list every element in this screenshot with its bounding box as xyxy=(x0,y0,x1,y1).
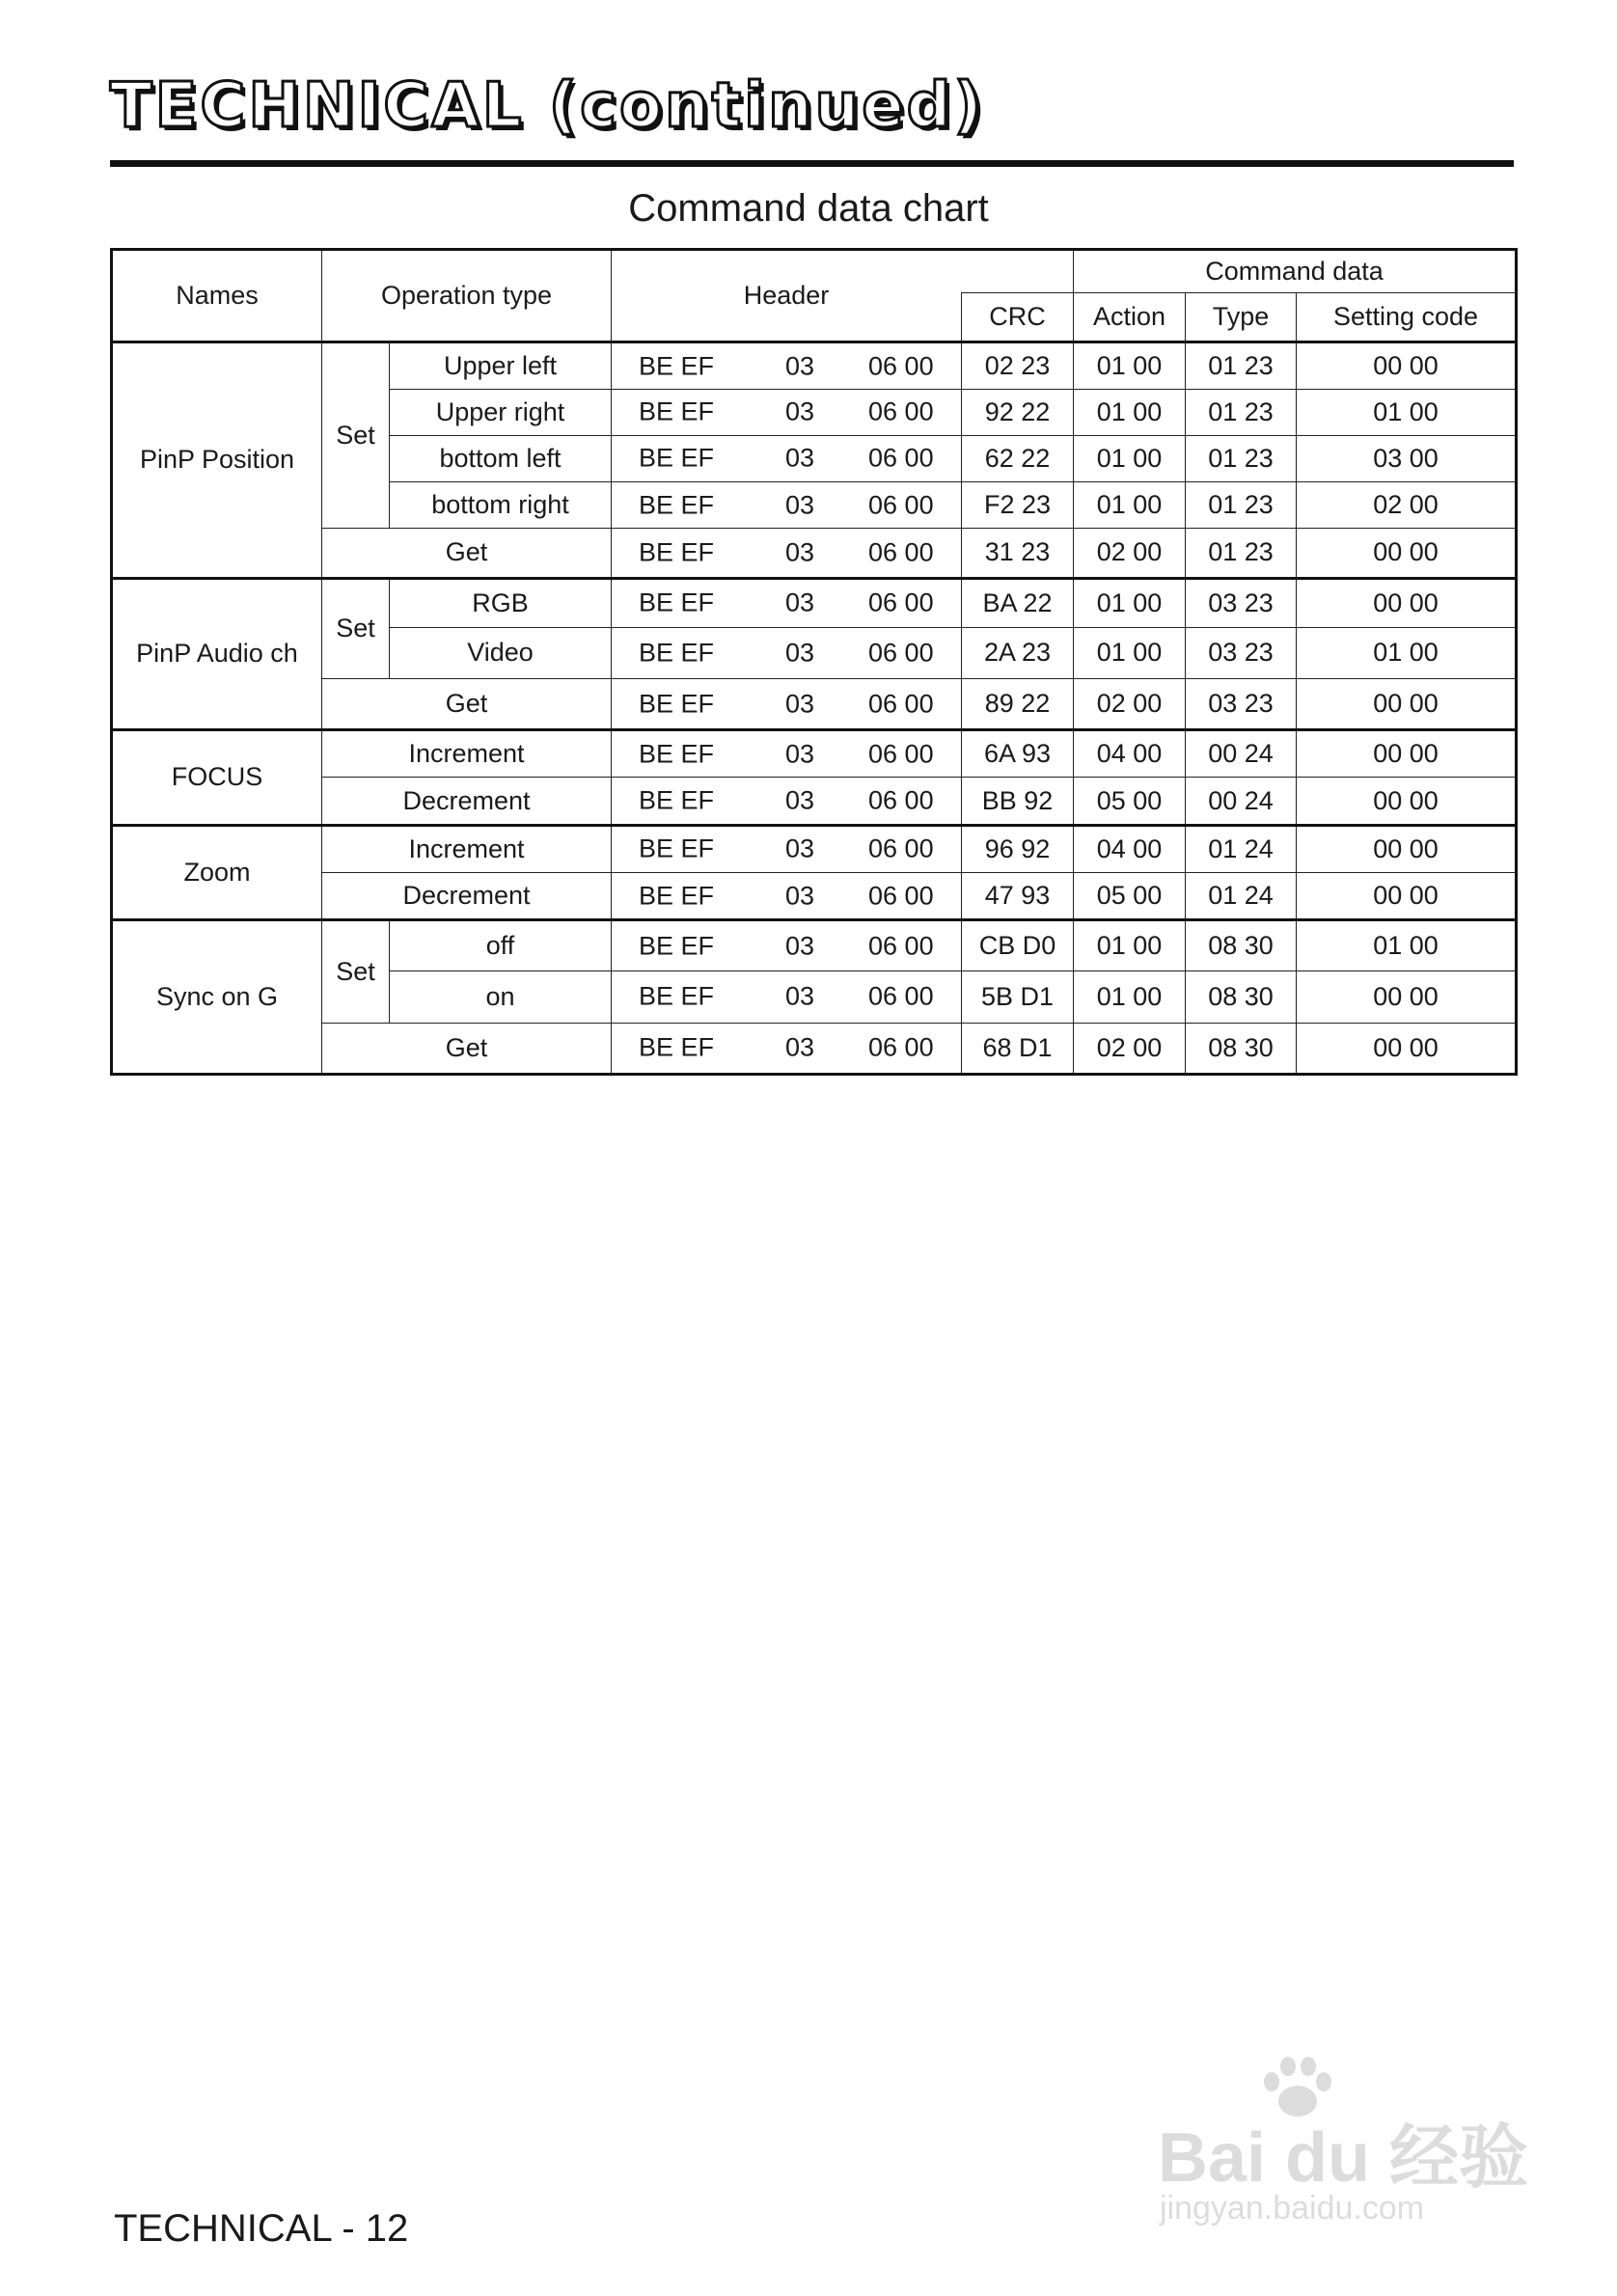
action-cell: 04 00 xyxy=(1074,730,1186,778)
header-cell: BE EF 03 06 00 xyxy=(612,920,962,971)
crc-cell: 96 92 xyxy=(962,825,1074,872)
operation-cell: Upper left xyxy=(390,342,612,389)
operation-cell: bottom left xyxy=(390,435,612,481)
action-cell: 01 00 xyxy=(1074,920,1186,971)
row-name: PinP Audio ch xyxy=(112,578,322,730)
watermark-brand: Bai du 经验 xyxy=(1158,2119,1529,2197)
table-row xyxy=(112,578,1517,627)
header-cell: BE EF 03 06 00 xyxy=(612,389,962,435)
operation-cell: off xyxy=(390,920,612,971)
header-cell: BE EF 03 06 00 xyxy=(612,872,962,919)
table-row xyxy=(112,342,1517,389)
setting-cell: 00 00 xyxy=(1297,342,1517,389)
setting-cell: 00 00 xyxy=(1297,578,1517,627)
setting-cell: 00 00 xyxy=(1297,730,1517,778)
header-cell: BE EF 03 06 00 xyxy=(612,730,962,778)
header-cell: BE EF 03 06 00 xyxy=(612,627,962,678)
baidu-watermark xyxy=(1148,2055,1534,2238)
type-cell: 01 23 xyxy=(1186,435,1297,481)
header-cell: BE EF 03 06 00 xyxy=(612,1023,962,1074)
crc-cell: 02 23 xyxy=(962,342,1074,389)
table-row xyxy=(112,778,1517,825)
table-row xyxy=(112,920,1517,971)
crc-cell: BB 92 xyxy=(962,778,1074,825)
operation-cell: Decrement xyxy=(322,872,612,919)
crc-header: CRC xyxy=(962,293,1074,342)
setting-cell: 02 00 xyxy=(1297,482,1517,529)
table-row xyxy=(112,1023,1517,1074)
header-cell: BE EF 03 06 00 xyxy=(612,679,962,730)
table-row xyxy=(112,730,1517,778)
setting-cell: 00 00 xyxy=(1297,825,1517,872)
operation-cell: Get xyxy=(322,1023,612,1074)
action-cell: 02 00 xyxy=(1074,679,1186,730)
type-cell: 01 23 xyxy=(1186,482,1297,529)
type-cell: 00 24 xyxy=(1186,778,1297,825)
action-cell: 05 00 xyxy=(1074,778,1186,825)
type-header: Type xyxy=(1186,293,1297,342)
names-header: Names xyxy=(112,250,322,342)
type-cell: 08 30 xyxy=(1186,1023,1297,1074)
set-label: Set xyxy=(322,920,390,1023)
action-cell: 05 00 xyxy=(1074,872,1186,919)
header-cell: BE EF 03 06 00 xyxy=(612,529,962,578)
type-cell: 01 23 xyxy=(1186,342,1297,389)
operation-cell: on xyxy=(390,971,612,1023)
setting-cell: 00 00 xyxy=(1297,529,1517,578)
action-cell: 01 00 xyxy=(1074,578,1186,627)
crc-cell: 31 23 xyxy=(962,529,1074,578)
command-data-table xyxy=(110,248,1518,1076)
type-cell: 01 24 xyxy=(1186,825,1297,872)
table-row xyxy=(112,529,1517,578)
header-cell: BE EF 03 06 00 xyxy=(612,482,962,529)
header-cell: BE EF 03 06 00 xyxy=(612,342,962,389)
setting-cell: 00 00 xyxy=(1297,971,1517,1023)
setting-cell: 03 00 xyxy=(1297,435,1517,481)
chart-title: Command data chart xyxy=(628,187,989,230)
crc-cell: 2A 23 xyxy=(962,627,1074,678)
setting-cell: 00 00 xyxy=(1297,1023,1517,1074)
crc-cell: 89 22 xyxy=(962,679,1074,730)
crc-cell: 5B D1 xyxy=(962,971,1074,1023)
crc-cell: 68 D1 xyxy=(962,1023,1074,1074)
type-cell: 03 23 xyxy=(1186,627,1297,678)
operation-type-header: Operation type xyxy=(322,250,612,342)
setting-cell: 00 00 xyxy=(1297,778,1517,825)
type-cell: 01 23 xyxy=(1186,529,1297,578)
operation-cell: Get xyxy=(322,679,612,730)
header-cell: BE EF 03 06 00 xyxy=(612,825,962,872)
crc-cell: 6A 93 xyxy=(962,730,1074,778)
setting-cell: 01 00 xyxy=(1297,627,1517,678)
action-cell: 01 00 xyxy=(1074,389,1186,435)
crc-cell: 47 93 xyxy=(962,872,1074,919)
operation-cell: RGB xyxy=(390,578,612,627)
action-cell: 02 00 xyxy=(1074,529,1186,578)
header-cell: BE EF 03 06 00 xyxy=(612,578,962,627)
type-cell: 00 24 xyxy=(1186,730,1297,778)
header-cell: BE EF 03 06 00 xyxy=(612,435,962,481)
setting-cell: 00 00 xyxy=(1297,679,1517,730)
header-header: Header xyxy=(612,250,962,342)
type-cell: 03 23 xyxy=(1186,679,1297,730)
header-cell: BE EF 03 06 00 xyxy=(612,971,962,1023)
setting-cell: 01 00 xyxy=(1297,920,1517,971)
type-cell: 08 30 xyxy=(1186,920,1297,971)
operation-cell: Increment xyxy=(322,730,612,778)
crc-cell: 92 22 xyxy=(962,389,1074,435)
header-spacer xyxy=(962,250,1074,293)
page-title: TECHNICAL (continued) xyxy=(110,70,985,142)
operation-cell: Increment xyxy=(322,825,612,872)
setting-cell: 01 00 xyxy=(1297,389,1517,435)
type-cell: 03 23 xyxy=(1186,578,1297,627)
set-label: Set xyxy=(322,578,390,678)
action-cell: 01 00 xyxy=(1074,627,1186,678)
setting-code-header: Setting code xyxy=(1297,293,1517,342)
command-data-header: Command data xyxy=(1074,250,1517,293)
crc-cell: F2 23 xyxy=(962,482,1074,529)
action-cell: 01 00 xyxy=(1074,435,1186,481)
table-row xyxy=(112,872,1517,919)
row-name: FOCUS xyxy=(112,730,322,825)
crc-cell: BA 22 xyxy=(962,578,1074,627)
set-label: Set xyxy=(322,342,390,529)
operation-cell: Video xyxy=(390,627,612,678)
operation-cell: Decrement xyxy=(322,778,612,825)
row-name: PinP Position xyxy=(112,342,322,578)
operation-cell: Upper right xyxy=(390,389,612,435)
row-name: Zoom xyxy=(112,825,322,919)
row-name: Sync on G xyxy=(112,920,322,1075)
crc-cell: 62 22 xyxy=(962,435,1074,481)
table-row xyxy=(112,825,1517,872)
action-header: Action xyxy=(1074,293,1186,342)
header-cell: BE EF 03 06 00 xyxy=(612,778,962,825)
type-cell: 01 23 xyxy=(1186,389,1297,435)
setting-cell: 00 00 xyxy=(1297,872,1517,919)
type-cell: 01 24 xyxy=(1186,872,1297,919)
action-cell: 01 00 xyxy=(1074,342,1186,389)
operation-cell: Get xyxy=(322,529,612,578)
page-footer: TECHNICAL - 12 xyxy=(114,2207,409,2250)
table-row xyxy=(112,679,1517,730)
action-cell: 01 00 xyxy=(1074,971,1186,1023)
crc-cell: CB D0 xyxy=(962,920,1074,971)
operation-cell: bottom right xyxy=(390,482,612,529)
title-rule xyxy=(110,160,1514,167)
action-cell: 01 00 xyxy=(1074,482,1186,529)
action-cell: 02 00 xyxy=(1074,1023,1186,1074)
watermark-url: jingyan.baidu.com xyxy=(1160,2190,1425,2227)
action-cell: 04 00 xyxy=(1074,825,1186,872)
type-cell: 08 30 xyxy=(1186,971,1297,1023)
